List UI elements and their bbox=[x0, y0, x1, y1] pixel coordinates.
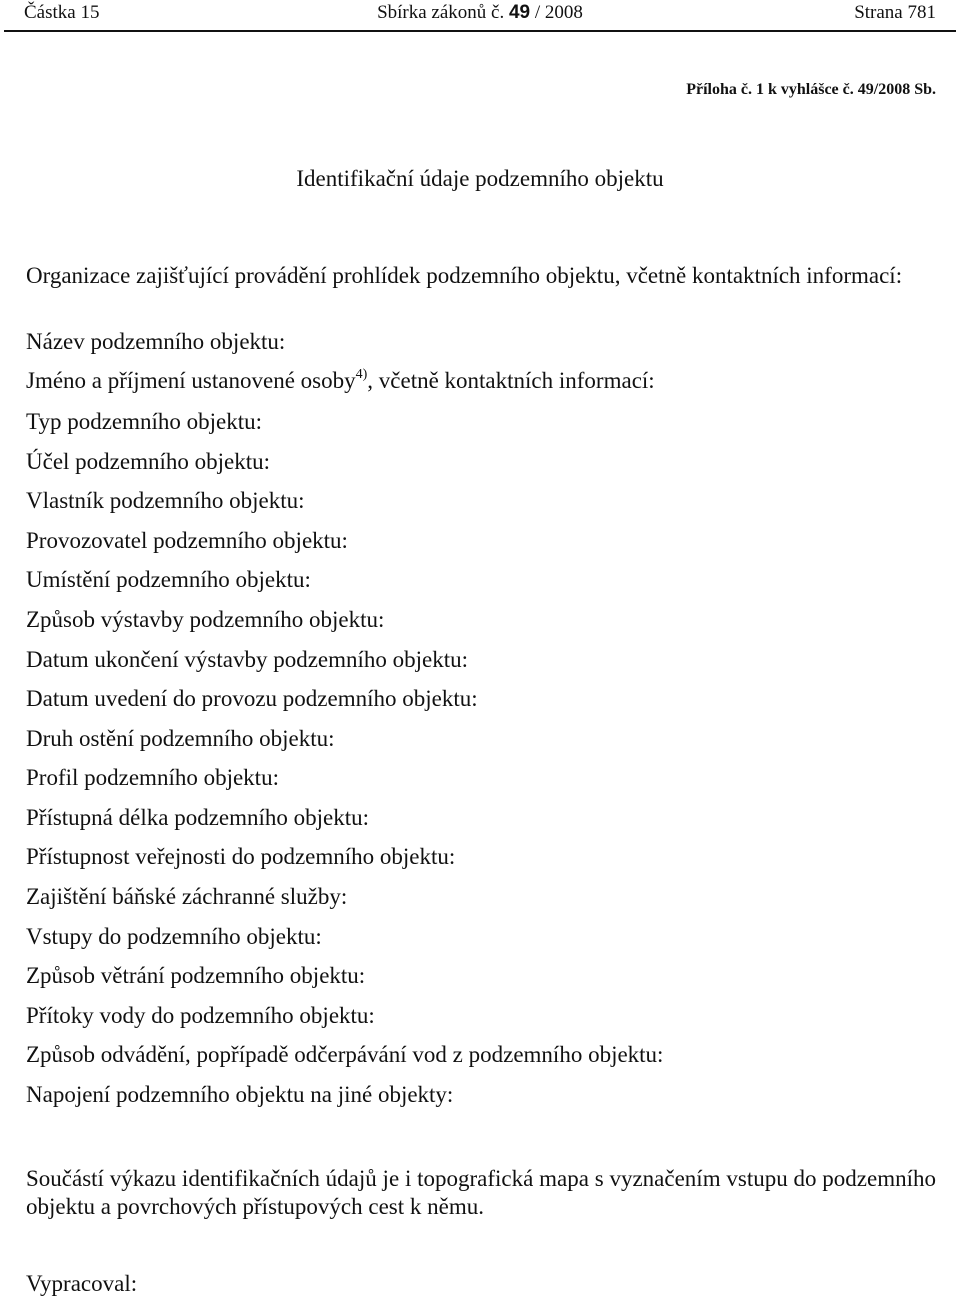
field-type: Typ podzemního objektu: bbox=[26, 409, 263, 434]
person-field-suffix: , včetně kontaktních informací: bbox=[367, 368, 655, 393]
page-number: Strana 781 bbox=[854, 2, 936, 23]
map-note: Součástí výkazu identifikačních údajů je i topografická mapa s vyznačením vstupu do podzemního objektu a povrchových přístupových cest k němu. bbox=[26, 1166, 936, 1219]
field-location: Umístění podzemního objektu: bbox=[26, 567, 311, 592]
page-header bbox=[24, 2, 936, 28]
person-field-text: Jméno a příjmení ustanovené osoby bbox=[26, 368, 356, 393]
header-divider bbox=[4, 30, 956, 32]
field-operator: Provozovatel podzemního objektu: bbox=[26, 528, 348, 553]
field-commissioning-date: Datum uvedení do provozu podzemního objektu: bbox=[26, 686, 478, 711]
footnote-reference: 4) bbox=[355, 367, 368, 382]
field-entrances: Vstupy do podzemního objektu: bbox=[26, 924, 322, 949]
organization-field: Organizace zajišťující provádění prohlídek podzemního objektu, včetně kontaktních informací: bbox=[26, 263, 903, 288]
responsible-person-field bbox=[26, 368, 655, 394]
field-water-inflow: Přítoky vody do podzemního objektu: bbox=[26, 1003, 375, 1028]
field-water-drainage: Způsob odvádění, popřípadě odčerpávání vod z podzemního objektu: bbox=[26, 1042, 664, 1067]
issue-number: 49 bbox=[508, 2, 531, 23]
field-owner: Vlastník podzemního objektu: bbox=[26, 488, 305, 513]
field-accessible-length: Přístupná délka podzemního objektu: bbox=[26, 805, 370, 830]
field-ventilation: Způsob větrání podzemního objektu: bbox=[26, 963, 366, 988]
issue-year: / 2008 bbox=[534, 2, 583, 23]
field-construction-method: Způsob výstavby podzemního objektu: bbox=[26, 607, 385, 632]
form-title: Identifikační údaje podzemního objektu bbox=[296, 166, 664, 191]
field-connections: Napojení podzemního objektu na jiné objekty: bbox=[26, 1082, 454, 1107]
collection-reference bbox=[24, 2, 936, 24]
field-construction-end-date: Datum ukončení výstavby podzemního objektu: bbox=[26, 647, 469, 672]
field-lining-type: Druh ostění podzemního objektu: bbox=[26, 726, 335, 751]
prepared-by-label: Vypracoval: bbox=[26, 1271, 138, 1296]
annex-label: Příloha č. 1 k vyhlášce č. 49/2008 Sb. bbox=[686, 81, 936, 98]
collection-prefix: Sbírka zákonů č. bbox=[377, 2, 505, 23]
field-public-access: Přístupnost veřejnosti do podzemního objektu: bbox=[26, 844, 456, 869]
part-number: Částka 15 bbox=[24, 2, 100, 23]
object-name-field: Název podzemního objektu: bbox=[26, 329, 286, 354]
field-purpose: Účel podzemního objektu: bbox=[26, 449, 270, 474]
field-profile: Profil podzemního objektu: bbox=[26, 765, 279, 790]
field-mine-rescue: Zajištění báňské záchranné služby: bbox=[26, 884, 348, 909]
